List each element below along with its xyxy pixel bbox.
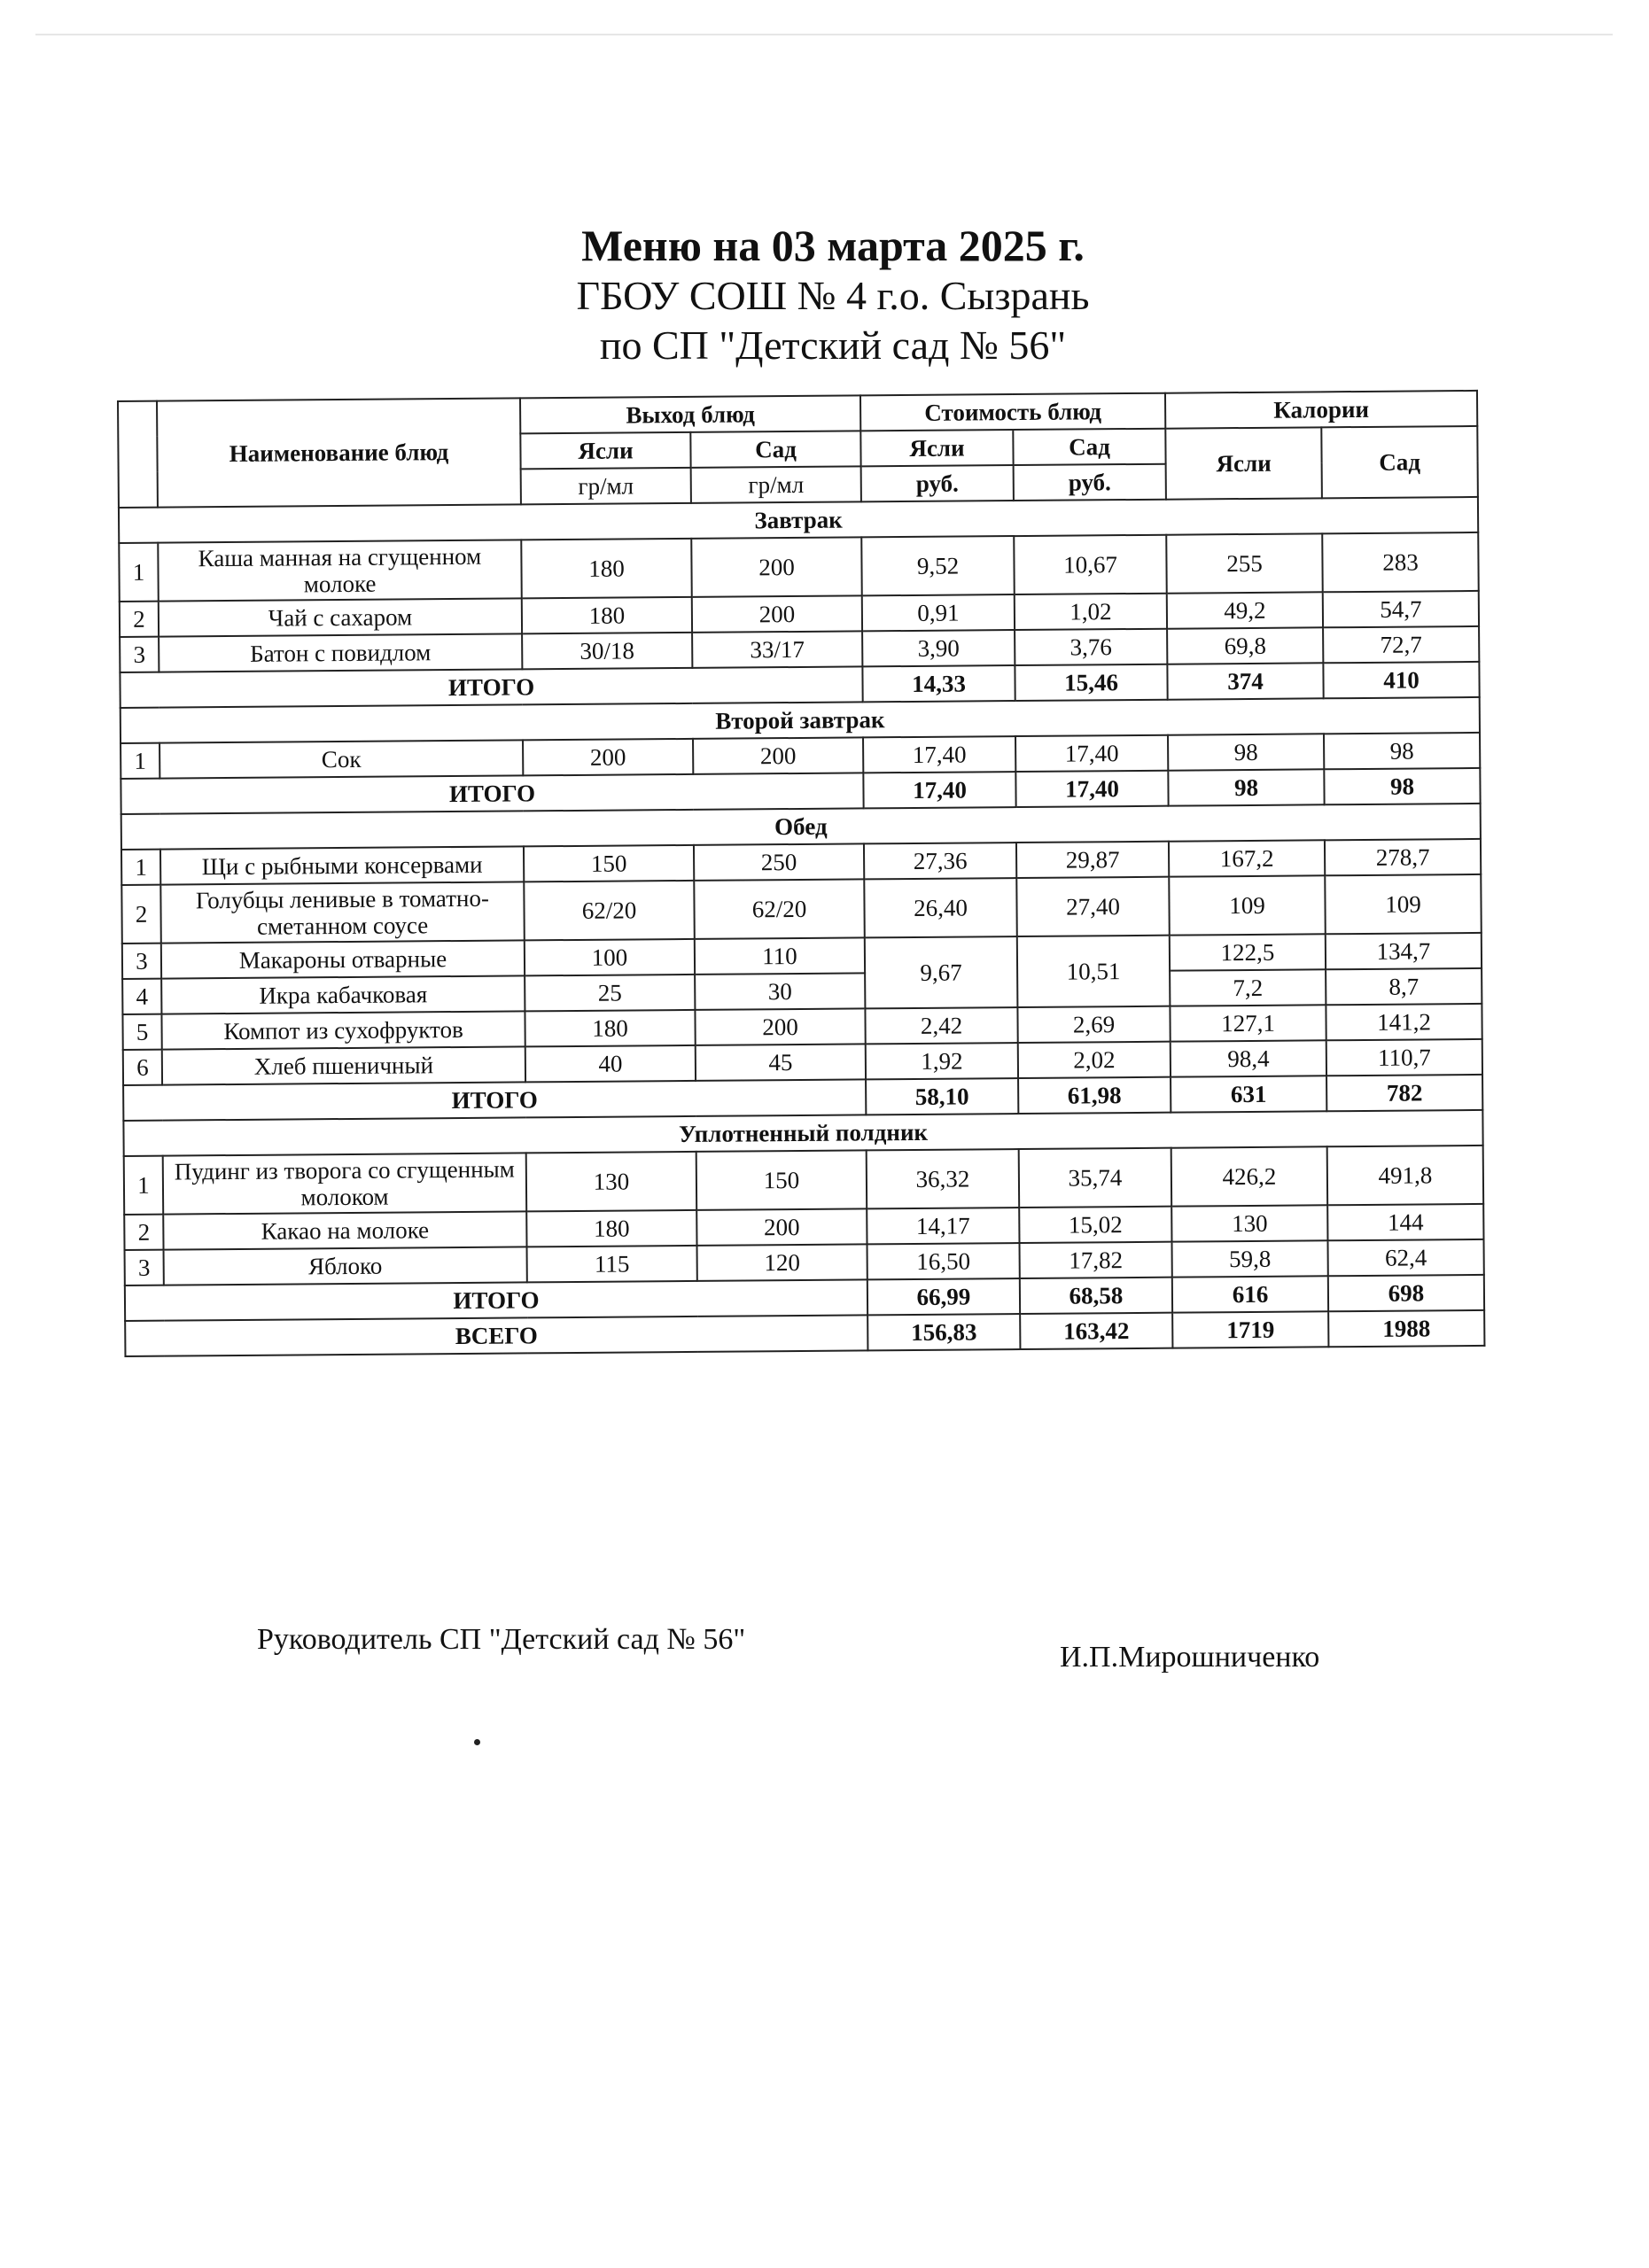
dish-name: Компот из сухофруктов: [161, 1011, 525, 1049]
cost-sad: 17,40: [1015, 735, 1168, 772]
cost-sad: 29,87: [1016, 842, 1169, 878]
output-yasli: 150: [524, 845, 694, 882]
cal-sad: 141,2: [1326, 1004, 1482, 1040]
dish-name: Батон с повидлом: [159, 633, 522, 672]
grand-total-label: ВСЕГО: [125, 1315, 867, 1356]
page-edge-line: [35, 34, 1613, 35]
menu-table-wrapper: [117, 390, 1483, 1357]
header-cost: Стоимость блюд: [860, 393, 1165, 431]
cal-sad: 54,7: [1323, 591, 1479, 627]
output-sad: 200: [693, 737, 863, 774]
cost-yasli: 36,32: [867, 1149, 1020, 1208]
row-index: 1: [121, 743, 159, 779]
cost-sad: 10,67: [1014, 535, 1167, 594]
cal-sad: 110,7: [1326, 1039, 1482, 1076]
dish-name: Яблоко: [164, 1247, 527, 1285]
row-index: 3: [125, 1250, 164, 1285]
dish-name: Икра кабачковая: [161, 975, 525, 1014]
output-yasli: 100: [525, 939, 695, 976]
cost-yasli-merged: 9,67: [865, 936, 1018, 1008]
output-yasli: 130: [526, 1152, 697, 1212]
cal-yasli: 49,2: [1167, 592, 1323, 628]
total-label: ИТОГО: [123, 1079, 866, 1121]
dish-name: Чай с сахаром: [159, 598, 522, 636]
cost-sad: 2,69: [1017, 1006, 1170, 1043]
row-index: 4: [122, 979, 161, 1014]
menu-table: [117, 390, 1485, 1357]
unit-output-yasli: гр/мл: [521, 468, 691, 505]
total-cal-yasli: 98: [1168, 769, 1324, 805]
cal-yasli: 98,4: [1171, 1040, 1326, 1076]
dish-name: Каша манная на сгущенном молоке: [158, 540, 522, 601]
dish-name: Макароны отварные: [161, 940, 525, 978]
header-index-cell: [118, 401, 158, 508]
cal-yasli: 127,1: [1170, 1005, 1326, 1041]
header-cost-sad: Сад: [1013, 429, 1165, 465]
cost-yasli: 14,17: [867, 1208, 1019, 1244]
table-row: [121, 874, 1482, 944]
section-title-afternoon-snack: Уплотненный полдник: [123, 1110, 1482, 1156]
cost-sad-merged: 10,51: [1017, 936, 1171, 1007]
grand-total-cost-sad: 163,42: [1020, 1313, 1172, 1349]
cal-yasli: 69,8: [1167, 627, 1323, 664]
unit-cost-sad: руб.: [1014, 464, 1166, 501]
output-yasli: 180: [526, 1210, 696, 1247]
output-yasli: 180: [521, 539, 692, 599]
output-sad: 120: [697, 1244, 867, 1281]
signature-role: Руководитель СП "Детский сад № 56": [257, 1623, 746, 1656]
output-sad: 200: [692, 595, 862, 633]
header-output-sad: Сад: [690, 431, 860, 468]
cost-yasli: 1,92: [866, 1043, 1018, 1079]
header-cal-sad: Сад: [1321, 426, 1478, 498]
cal-yasli: 7,2: [1170, 969, 1326, 1006]
cost-yasli: 27,36: [864, 843, 1016, 879]
section-title-breakfast: Завтрак: [119, 497, 1478, 543]
cal-yasli: 59,8: [1172, 1240, 1328, 1277]
header-cal-yasli: Ясли: [1165, 427, 1322, 499]
total-cal-sad: 98: [1324, 768, 1480, 804]
dish-name: Щи с рыбными консервами: [160, 846, 524, 884]
output-sad: 200: [696, 1208, 867, 1246]
cal-yasli: 130: [1171, 1205, 1327, 1241]
scan-dot-mark: [474, 1739, 480, 1745]
cal-sad: 491,8: [1327, 1146, 1484, 1205]
cost-sad: 35,74: [1019, 1148, 1172, 1208]
output-yasli: 180: [525, 1010, 695, 1047]
row-index: 3: [122, 944, 161, 979]
cost-yasli: 2,42: [865, 1007, 1017, 1044]
dish-name: Какао на молоке: [163, 1211, 526, 1249]
row-index: 6: [123, 1050, 162, 1085]
row-index: 1: [124, 1156, 164, 1215]
cal-yasli: 109: [1169, 875, 1326, 935]
output-yasli: 180: [522, 597, 692, 634]
cost-yasli: 3,90: [862, 630, 1015, 666]
cal-yasli: 98: [1168, 734, 1324, 770]
cal-sad: 8,7: [1326, 968, 1482, 1005]
total-label: ИТОГО: [120, 666, 862, 708]
cal-sad: 72,7: [1323, 626, 1479, 663]
table-row: [124, 1146, 1484, 1215]
row-index: 2: [121, 885, 161, 944]
cal-yasli: 122,5: [1170, 934, 1326, 970]
cost-yasli: 16,50: [867, 1243, 1020, 1279]
total-cost-yasli: 58,10: [866, 1078, 1018, 1115]
cost-sad: 15,02: [1019, 1207, 1171, 1243]
cal-sad: 134,7: [1326, 933, 1482, 969]
cost-yasli: 17,40: [863, 736, 1015, 773]
row-index: 3: [120, 637, 159, 672]
row-index: 2: [120, 602, 159, 637]
grand-total-cal-yasli: 1719: [1172, 1311, 1328, 1348]
output-sad: 150: [696, 1150, 867, 1210]
cost-yasli: 9,52: [861, 536, 1015, 595]
cost-sad: 17,82: [1020, 1242, 1172, 1278]
header-calories: Калории: [1165, 391, 1477, 429]
total-cal-sad: 782: [1326, 1075, 1482, 1111]
total-cost-sad: 17,40: [1015, 771, 1168, 807]
cal-yasli: 255: [1166, 533, 1323, 593]
cost-sad: 27,40: [1016, 877, 1170, 936]
row-index: 5: [122, 1014, 161, 1050]
header-name: Наименование блюд: [157, 398, 521, 507]
cost-sad: 1,02: [1015, 594, 1167, 630]
section-title-lunch: Обед: [121, 804, 1481, 850]
output-yasli: 30/18: [522, 633, 692, 670]
output-sad: 33/17: [692, 631, 862, 668]
total-cost-sad: 15,46: [1015, 664, 1167, 701]
total-cal-sad: 698: [1328, 1275, 1484, 1311]
row-index: 1: [121, 850, 160, 885]
section-title-second-breakfast: Второй завтрак: [121, 697, 1480, 743]
total-cost-sad: 68,58: [1020, 1278, 1172, 1314]
output-sad: 30: [695, 973, 865, 1010]
header-output: Выход блюд: [520, 395, 860, 433]
output-yasli: 200: [523, 739, 693, 776]
output-sad: 110: [695, 937, 865, 975]
total-cost-yasli: 66,99: [867, 1278, 1020, 1315]
row-index: 1: [119, 543, 159, 602]
unit-output-sad: гр/мл: [691, 466, 861, 503]
cal-sad: 109: [1325, 874, 1482, 934]
unit-cost-yasli: руб.: [861, 465, 1014, 501]
output-yasli: 40: [525, 1045, 696, 1083]
total-cal-sad: 410: [1323, 662, 1479, 698]
total-cal-yasli: 616: [1172, 1276, 1328, 1312]
dish-name: Голубцы ленивые в томатно-сметанном соусе: [160, 882, 525, 943]
output-sad: 62/20: [694, 879, 865, 939]
total-cost-yasli: 14,33: [862, 665, 1015, 702]
cal-yasli: 426,2: [1171, 1146, 1328, 1206]
total-cost-yasli: 17,40: [863, 772, 1015, 808]
signature-name: И.П.Мирошниченко: [1060, 1641, 1320, 1674]
dish-name: Сок: [159, 740, 523, 778]
cost-yasli: 0,91: [862, 594, 1015, 631]
output-yasli: 25: [525, 975, 695, 1012]
output-yasli: 62/20: [524, 881, 695, 941]
cost-yasli: 26,40: [864, 878, 1017, 937]
header-cost-yasli: Ясли: [860, 430, 1013, 466]
output-sad: 200: [695, 1008, 865, 1045]
total-label: ИТОГО: [125, 1279, 867, 1321]
document-title: [372, 220, 1294, 370]
title-kindergarten: по СП "Детский сад № 56": [599, 322, 1067, 368]
total-cost-sad: 61,98: [1018, 1077, 1171, 1114]
header-output-yasli: Ясли: [520, 432, 690, 470]
cal-yasli: 167,2: [1169, 840, 1325, 876]
output-sad: 250: [694, 843, 864, 881]
row-index: 2: [124, 1215, 163, 1250]
total-label: ИТОГО: [121, 773, 863, 814]
cal-sad: 62,4: [1328, 1239, 1484, 1276]
output-yasli: 115: [527, 1246, 697, 1283]
total-cal-yasli: 374: [1167, 663, 1323, 699]
grand-total-cal-sad: 1988: [1328, 1310, 1484, 1347]
cost-sad: 2,02: [1018, 1042, 1171, 1078]
table-row: [119, 532, 1479, 602]
title-school: ГБОУ СОШ № 4 г.о. Сызрань: [576, 273, 1090, 318]
cal-sad: 144: [1327, 1204, 1483, 1240]
cal-sad: 98: [1324, 733, 1480, 769]
grand-total-cost-yasli: 156,83: [867, 1314, 1020, 1350]
cal-sad: 278,7: [1325, 839, 1481, 875]
total-cal-yasli: 631: [1171, 1076, 1326, 1112]
dish-name: Пудинг из творога со сгущенным молоком: [163, 1153, 527, 1214]
output-sad: 45: [696, 1044, 866, 1081]
title-date: Меню на 03 марта 2025 г.: [581, 221, 1085, 270]
dish-name: Хлеб пшеничный: [162, 1046, 525, 1084]
cal-sad: 283: [1322, 532, 1479, 592]
output-sad: 200: [691, 537, 862, 597]
cost-sad: 3,76: [1015, 629, 1167, 665]
